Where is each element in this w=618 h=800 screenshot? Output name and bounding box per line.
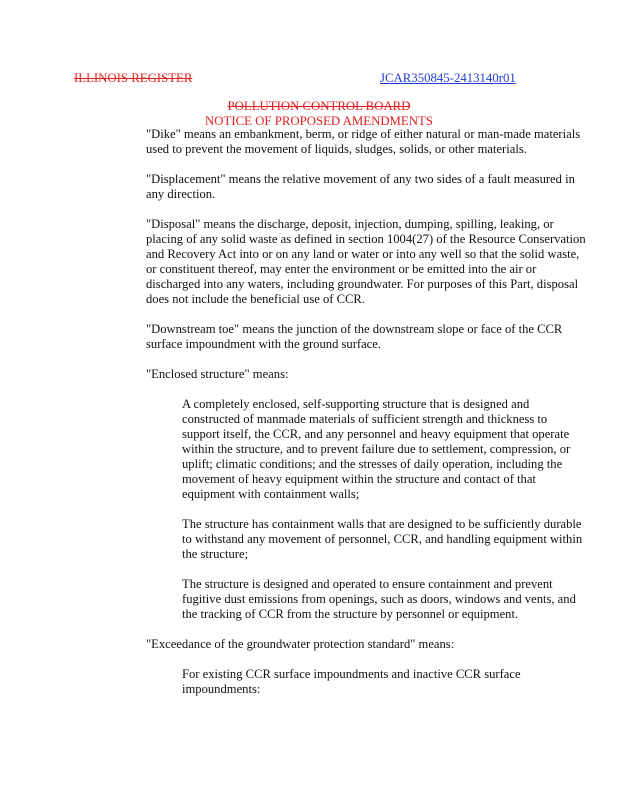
jcar-code-link[interactable]: JCAR350845-2413140r01 bbox=[380, 71, 516, 85]
definition-displacement: "Displacement" means the relative movement of any two sides of a fault measured in any direction. bbox=[146, 172, 575, 201]
definition-disposal: "Disposal" means the discharge, deposit, injection, dumping, spilling, leaking, or placing of any solid waste as defined in section 1004(27) of the Resource Conservation and Recovery Act into or on any land or water or into any well so that the solid waste, or constituent thereof, may enter the environment or be emitted into the air or discharged into any waters, including groundwater. For purposes of this Part, disposal does not include the beneficial use of CCR. bbox=[146, 217, 586, 306]
definition-downstream-toe: "Downstream toe" means the junction of the downstream slope or face of the CCR surface impoundment with the ground surface. bbox=[146, 322, 563, 351]
board-title: POLLUTION CONTROL BOARD bbox=[227, 99, 411, 113]
enclosed-item-3: The structure is designed and operated to ensure containment and prevent fugitive dust emissions from openings, such as doors, windows and vents, and the tracking of CCR from the structure by personnel or equipment. bbox=[182, 577, 576, 621]
definition-dike: "Dike" means an embankment, berm, or ridge of either natural or man-made materials used to prevent the movement of liquids, sludges, solids, or other materials. bbox=[146, 127, 581, 156]
page-titles bbox=[0, 99, 618, 129]
register-header: ILLINOIS REGISTER bbox=[74, 71, 193, 85]
enclosed-item-2: The structure has containment walls that are designed to be sufficiently durable to withstand any movement of personnel, CCR, and handling equipment within the structure; bbox=[182, 517, 583, 561]
exceedance-item-1: For existing CCR surface impoundments and inactive CCR surface impoundments: bbox=[182, 667, 521, 696]
definition-enclosed-structure: "Enclosed structure" means: bbox=[146, 367, 289, 381]
notice-title: NOTICE OF PROPOSED AMENDMENTS bbox=[205, 114, 433, 128]
document-body bbox=[146, 127, 586, 712]
enclosed-item-1: A completely enclosed, self-supporting structure that is designed and constructed of manmade materials of sufficient strength and thickness to support itself, the CCR, and any personnel and heavy equipment that operate within the structure, and to prevent failure due to settlement, compression, or uplift; climatic conditions; and the stresses of daily operation, including the movement of heavy equipment within the structure and contact of that equipment with containment walls; bbox=[182, 397, 571, 501]
definition-exceedance: "Exceedance of the groundwater protection standard" means: bbox=[146, 637, 455, 651]
